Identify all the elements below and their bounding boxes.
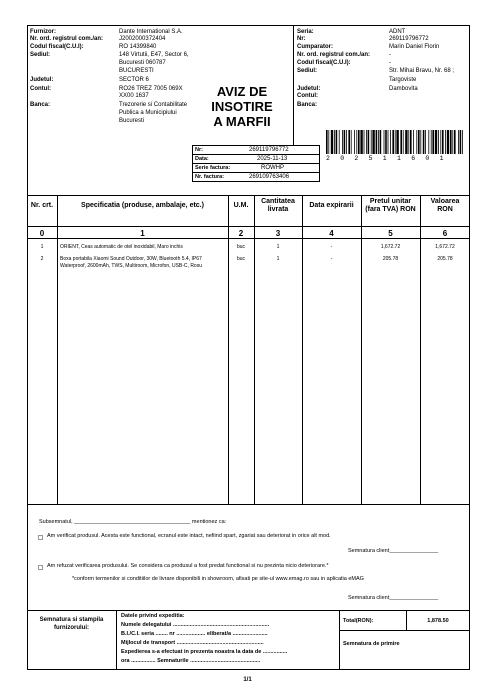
supplier-sediu-label: Sediul:: [30, 52, 51, 58]
header-divider: [293, 25, 294, 146]
row-price: 205.78: [382, 256, 399, 262]
barcode-bar: [392, 130, 394, 154]
barcode: [325, 130, 465, 156]
barcode-bar: [371, 130, 372, 154]
barcode-bar: [435, 130, 437, 154]
receipt-signature-label: Semnatura de primire: [343, 641, 400, 647]
client-banca-label: Banca:: [297, 102, 318, 108]
client-judet: Dambovita: [389, 86, 418, 92]
declaration-note: *conform termenilor si conditiilor de livrare disponibili in showroom, afisati pe site-ul www.emag.ro sau in aplicatia eMAG: [72, 576, 364, 582]
col-index-1: 1: [140, 229, 145, 238]
barcode-bar: [431, 130, 432, 154]
verified-checkbox[interactable]: [38, 535, 43, 540]
barcode-bar: [378, 130, 379, 154]
declaration-option-refused: Am refuzat verificarea produsului. Se considera ca produsul a fost predat functional si nu prezinta nicio deteriorare.*: [47, 563, 329, 569]
barcode-bar: [385, 130, 387, 154]
client-buyer-label: Cumparator:: [297, 44, 334, 50]
supplier-banca-line1: Trezorerie si Contabilitate: [119, 102, 188, 108]
supplier-sediu-line1: 148 Virtutii, E47, Sector 6,: [119, 52, 189, 58]
col-header-value-line1: Valoarea: [430, 198, 460, 205]
barcode-bar: [432, 130, 434, 154]
barcode-bar: [336, 130, 338, 154]
invoice-series-label: Serie factura:: [195, 165, 231, 171]
client-reg-label: Nr. ord. registrul com./an:: [297, 52, 371, 58]
document-title-line3: A MARFII: [213, 114, 271, 129]
row-spec-line2: Waterproof, 2600mAh, TWS, Multiroom, Microfon, USB-C, Rosu: [60, 263, 202, 269]
row-value: 1,672.72: [435, 244, 455, 250]
invoice-series: ROWHP: [261, 165, 284, 171]
client-cont-label: Contul:: [297, 93, 318, 99]
barcode-bar: [396, 130, 398, 154]
col-index-0: 0: [39, 229, 45, 238]
row-nr: 2: [40, 256, 44, 262]
barcode-bar: [418, 130, 420, 154]
barcode-bars: [325, 130, 465, 156]
row-spec-line1: Boxa portabila Xiaomi Sound Outdoor, 30W, Bluetooth 5.4, IP67: [60, 256, 202, 262]
table-bottom-border: [27, 504, 470, 505]
row-value: 205.78: [437, 256, 453, 262]
supplier-cif: RO 14399840: [119, 44, 157, 50]
shipping-signatures: ora ................ Semnaturile ..............................................: [121, 658, 261, 664]
client-cif-label: Codul fiscal(C.U.I):: [297, 60, 351, 66]
barcode-bar: [413, 130, 414, 154]
barcode-bar: [339, 130, 340, 154]
shipping-delegate: Numele delegatului ...............................................................: [121, 622, 270, 628]
barcode-bar: [326, 130, 328, 154]
supplier-sediu-line2: Bucuresti 060787: [119, 60, 166, 66]
barcode-text: 2 0 2 5 1 1 6 0 1: [326, 155, 447, 162]
row-um: buc: [236, 244, 246, 250]
barcode-bar: [408, 130, 409, 154]
row-spec: ORIENT, Ceas automatic de otel inoxidabil, Maro inchis: [60, 244, 183, 250]
col-index-4: 4: [329, 229, 334, 238]
client-judet-label: Judetul:: [297, 86, 321, 92]
barcode-bar: [445, 130, 446, 154]
declaration-subsemnatul: Subsemnatul, ______________________________________ mentionez ca:: [39, 519, 227, 525]
row-qty: 1: [276, 256, 280, 262]
col-header-price-line2: (fara TVA) RON: [365, 206, 416, 213]
supplier-sediu-line3: BUCURESTI: [119, 68, 154, 74]
row-expiry: -: [330, 244, 333, 250]
barcode-bar: [428, 130, 429, 154]
row-nr: 1: [40, 244, 44, 250]
supplier-cont-label: Contul:: [30, 86, 51, 92]
barcode-bar: [458, 130, 459, 154]
barcode-bar: [450, 130, 452, 154]
client-signature-line-2: Semnatura client________________: [348, 595, 439, 601]
barcode-bar: [380, 130, 382, 154]
supplier-cont-line1: RO26 TREZ 7005 069X: [119, 86, 183, 92]
col-header-value-line2: RON: [437, 206, 453, 213]
barcode-bar: [342, 130, 343, 154]
supplier-cif-label: Codul fiscal(C.U.I):: [30, 44, 84, 50]
col-header-qty-line2: livrata: [267, 206, 289, 213]
shipping-title: Datele privind expeditia:: [121, 613, 185, 619]
supplier-judet-label: Judetul:: [30, 77, 54, 83]
col-header-um: U.M.: [233, 202, 249, 209]
aviz-nr: 269119796772: [249, 147, 289, 153]
barcode-bar: [454, 130, 456, 154]
col-index-5: 5: [388, 229, 393, 238]
barcode-bar: [438, 130, 439, 154]
total-label: Total(RON):: [343, 618, 374, 624]
shipping-date: Expedierea s-a efectuat in prezenta noastra la data de ................: [121, 649, 288, 655]
barcode-bar: [364, 130, 365, 154]
supplier-banca-label: Banca:: [30, 102, 51, 108]
supplier-banca-line3: Bucuresti: [119, 118, 145, 124]
barcode-bar: [372, 130, 374, 154]
barcode-bar: [366, 130, 367, 154]
barcode-bar: [354, 130, 355, 154]
shipping-id: B.I./C.I. seria ........ nr ................... eliberat/a .......................: [121, 631, 268, 637]
supplier-judet: SECTOR 6: [119, 77, 149, 83]
total-value: 1,878.50: [427, 618, 449, 624]
col-header-spec: Specificatia (produse, ambalaje, etc.): [81, 202, 204, 209]
col-header-price-line1: Pretul unitar: [369, 198, 412, 205]
supplier-reg: J2002000372404: [119, 36, 166, 42]
barcode-bar: [416, 130, 417, 154]
col-header-value: [420, 198, 470, 214]
client-cif: -: [389, 60, 391, 66]
barcode-bar: [440, 130, 441, 154]
barcode-bar: [360, 130, 362, 154]
supplier-signature-line2: furnizorului:: [54, 625, 89, 631]
aviz-date: 2025-11-13: [257, 156, 288, 162]
shipping-transport: Mijlocul de transport .........................................................: [121, 640, 264, 646]
supplier-cont-line2: XX00 1637: [119, 93, 149, 99]
invoice-number: 269109763406: [249, 174, 290, 180]
barcode-bar: [403, 130, 404, 154]
supplier-banca-line2: Publica a Municipiului: [119, 110, 177, 116]
client-reg: -: [389, 52, 391, 58]
barcode-bar: [351, 130, 352, 154]
row-qty: 1: [276, 244, 280, 250]
col-header-price: [361, 198, 420, 214]
supplier-reg-label: Nr. ord. registrul com./an:: [30, 36, 104, 42]
supplier-name: Dante International S.A.: [119, 29, 183, 35]
row-expiry: -: [330, 256, 333, 262]
barcode-bar: [344, 130, 346, 154]
barcode-bar: [462, 130, 463, 154]
col-index-6: 6: [442, 229, 448, 238]
col-header-qty-line1: Cantitatea: [261, 198, 295, 205]
invoice-info-box: [192, 145, 320, 182]
aviz-nr-label: Nr:: [195, 147, 203, 153]
barcode-bar: [395, 130, 396, 154]
aviz-date-label: Data:: [195, 156, 209, 162]
barcode-bar: [452, 130, 453, 154]
supplier-signature-label: [27, 616, 116, 632]
invoice-number-label: Nr. factura:: [195, 174, 225, 180]
client-buyer: Marin Daniel Florin: [389, 44, 440, 50]
client-seria-label: Seria:: [297, 29, 314, 35]
page-number: 1/1: [243, 677, 252, 683]
col-header-qty: [254, 198, 302, 214]
barcode-bar: [405, 130, 407, 154]
barcode-bar: [423, 130, 425, 154]
barcode-bar: [388, 130, 389, 154]
client-nr-label: Nr:: [297, 36, 306, 42]
row-um: buc: [236, 256, 246, 262]
row-price: 1,672.72: [380, 244, 401, 250]
col-header-nr: Nr. crt.: [30, 202, 54, 209]
client-sediu-line1: Str. Mihai Bravu, Nr. 68 ;: [389, 68, 455, 74]
supplier-label: Furnizor:: [30, 29, 56, 35]
barcode-bar: [390, 130, 391, 154]
barcode-bar: [425, 130, 426, 154]
barcode-bar: [376, 130, 378, 154]
col-index-2: 2: [238, 229, 244, 238]
barcode-bar: [460, 130, 462, 154]
barcode-bar: [356, 130, 357, 154]
col-index-3: 3: [275, 229, 281, 238]
barcode-bar: [334, 130, 335, 154]
document-title: [196, 84, 288, 129]
barcode-bar: [331, 130, 333, 154]
client-signature-line-1: Semnatura client________________: [348, 548, 439, 554]
barcode-bar: [328, 130, 329, 154]
footer-top-border: [27, 610, 470, 611]
client-sediu-line2: Targoviste: [389, 77, 417, 83]
barcode-bar: [442, 130, 444, 154]
barcode-bar: [420, 130, 421, 154]
barcode-bar: [384, 130, 385, 154]
barcode-bar: [447, 130, 449, 154]
client-nr: 269119796772: [389, 36, 429, 42]
col-header-expiry: Data expirarii: [309, 202, 354, 209]
barcode-bar: [348, 130, 350, 154]
document-title-line2: INSOTIRE: [211, 99, 273, 114]
client-seria: ADNT: [389, 29, 406, 35]
declaration-option-verified: Am verificat produsul. Acesta este functional, ecranul este intact, nefiind spart, zgariat sau deteriorat in orice alt mod.: [47, 533, 331, 539]
barcode-bar: [358, 130, 360, 154]
barcode-bar: [346, 130, 347, 154]
table-top-border: [27, 195, 470, 196]
document-title-line1: AVIZ DE: [216, 84, 268, 99]
barcode-bar: [400, 130, 402, 154]
barcode-bar: [410, 130, 412, 154]
barcode-bar: [368, 130, 370, 154]
client-sediu-label: Sediul:: [297, 68, 318, 74]
supplier-signature-line1: Semnatura si stampila: [39, 617, 104, 623]
refused-checkbox[interactable]: [38, 565, 43, 570]
